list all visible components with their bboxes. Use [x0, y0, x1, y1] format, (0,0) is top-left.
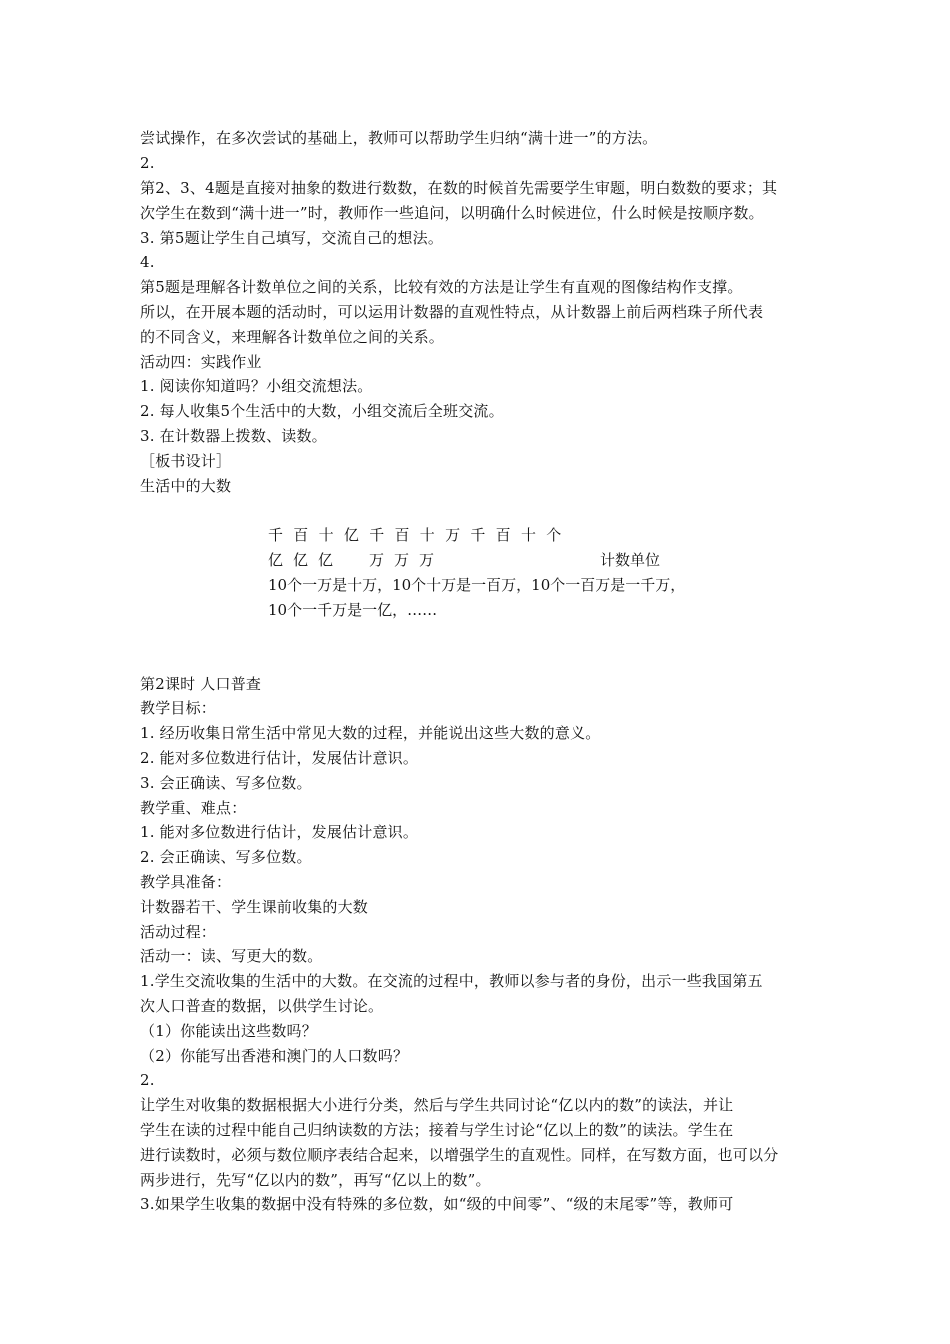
list-item: 2. 会正确读、写多位数。 [140, 848, 312, 866]
list-item: 3. 会正确读、写多位数。 [140, 774, 312, 792]
text-line: 2. [140, 1071, 155, 1089]
text-line: 尝试操作，在多次尝试的基础上，教师可以帮助学生归纳“满十进一”的方法。 [140, 129, 658, 147]
text-line: 让学生对收集的数据根据大小进行分类，然后与学生共同讨论“亿以内的数”的读法，并让 [140, 1096, 734, 1114]
place-unit: 亿 [268, 551, 284, 569]
text-line: 4. [140, 253, 155, 271]
place-label: 个 [546, 526, 562, 544]
place-unit: 万 [369, 551, 385, 569]
list-item: 1. 能对多位数进行估计，发展估计意识。 [140, 823, 419, 841]
lesson-title: 第2课时 人口普查 [140, 675, 262, 693]
place-label: 百 [394, 526, 410, 544]
place-unit: 万 [419, 551, 435, 569]
place-label: 十 [520, 526, 536, 544]
question-item: （2）你能写出香港和澳门的人口数吗？ [140, 1047, 409, 1065]
section-heading: 教学具准备： [140, 873, 232, 891]
place-label: 十 [419, 526, 435, 544]
section-heading: ［板书设计］ [140, 452, 232, 470]
place-label: 百 [495, 526, 511, 544]
list-item: 1. 阅读你知道吗？小组交流想法。 [140, 377, 373, 395]
text-line: 第2、3、4题是直接对抽象的数进行数数，在数的时候首先需要学生审题，明白数数的要求；其 [140, 179, 778, 197]
place-label: 百 [293, 526, 309, 544]
place-label: 十 [318, 526, 334, 544]
text-line: 次学生在数到“满十进一”时，教师作一些追问，以明确什么时候进位，什么时候是按顺序数。 [140, 204, 764, 222]
text-line: 的不同含义，来理解各计数单位之间的关系。 [140, 328, 445, 346]
activity-heading: 活动一：读、写更大的数。 [140, 947, 323, 965]
list-item: 1. 经历收集日常生活中常见大数的过程，并能说出这些大数的意义。 [140, 724, 601, 742]
text-line: 所以，在开展本题的活动时，可以运用计数器的直观性特点，从计数器上前后两档珠子所代表 [140, 303, 764, 321]
place-label: 亿 [343, 526, 359, 544]
place-label: 千 [369, 526, 385, 544]
place-unit: 亿 [293, 551, 309, 569]
place-label: 万 [445, 526, 461, 544]
unit-relation-line: 10个一万是十万，10个十万是一百万，10个一百万是一千万， [268, 576, 686, 594]
question-item: （1）你能读出这些数吗？ [140, 1022, 317, 1040]
list-item: 2. 每人收集5个生活中的大数，小组交流后全班交流。 [140, 402, 504, 420]
text-line: 进行读数时，必须与数位顺序表结合起来，以增强学生的直观性。同样，在写数方面，也可以分 [140, 1146, 779, 1164]
board-title: 生活中的大数 [140, 477, 232, 495]
text-line: 第5题是理解各计数单位之间的关系，比较有效的方法是让学生有直观的图像结构作支撑。 [140, 278, 743, 296]
unit-label: 计数单位 [600, 551, 661, 569]
section-heading: 教学目标： [140, 699, 217, 717]
text-line: 学生在读的过程中能自己归纳读数的方法；接着与学生讨论“亿以上的数”的读法。学生在 [140, 1121, 734, 1139]
text-line: 两步进行，先写“亿以内的数”，再写“亿以上的数”。 [140, 1171, 491, 1189]
text-line: 3. 第5题让学生自己填写，交流自己的想法。 [140, 229, 444, 247]
text-line: 1.学生交流收集的生活中的大数。在交流的过程中，教师以参与者的身份，出示一些我国第五 [140, 972, 763, 990]
place-unit: 亿 [318, 551, 334, 569]
place-label: 千 [470, 526, 486, 544]
list-item: 3. 在计数器上拨数、读数。 [140, 427, 327, 445]
section-heading: 教学重、难点： [140, 799, 247, 817]
list-item: 2. 能对多位数进行估计，发展估计意识。 [140, 749, 419, 767]
place-label: 千 [268, 526, 284, 544]
text-line: 3.如果学生收集的数据中没有特殊的多位数，如“级的中间零”、“级的末尾零”等，教师可 [140, 1195, 734, 1213]
section-heading: 活动四：实践作业 [140, 353, 262, 371]
unit-relation-line: 10个一千万是一亿，…… [268, 601, 438, 619]
text-line: 次人口普查的数据，以供学生讨论。 [140, 997, 384, 1015]
text-line: 计数器若干、学生课前收集的大数 [140, 898, 369, 916]
section-heading: 活动过程： [140, 923, 217, 941]
place-value-row [268, 525, 572, 545]
text-line: 2. [140, 154, 155, 172]
place-unit: 万 [394, 551, 410, 569]
